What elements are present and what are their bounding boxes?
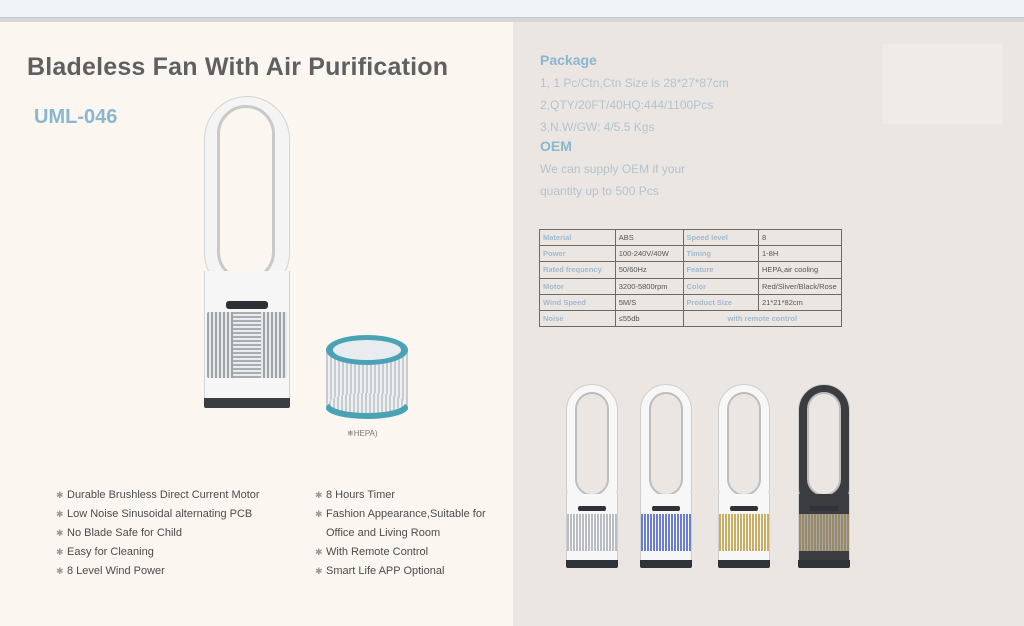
filter-top-opening — [333, 340, 401, 360]
feature-text: 8 Level Wind Power — [67, 565, 165, 577]
spec-value: 21*21*82cm — [759, 294, 842, 310]
spec-key: Power — [540, 246, 616, 262]
variant-base — [718, 560, 770, 568]
bullet-icon: ✱ — [315, 490, 323, 500]
feature-text: Easy for Cleaning — [67, 546, 154, 558]
feature-text: Smart Life APP Optional — [326, 565, 445, 577]
package-line: 3,N.W/GW: 4/5.5 Kgs — [540, 120, 655, 134]
spec-value: 50/60Hz — [615, 262, 683, 278]
variant-color-band — [799, 514, 849, 551]
spec-key: Color — [683, 278, 758, 294]
fan-display — [226, 301, 268, 309]
oem-line: We can supply OEM if your — [540, 162, 686, 176]
page-title: Bladeless Fan With Air Purification — [27, 53, 449, 81]
feature-list-right — [315, 486, 486, 581]
oem-heading: OEM — [540, 138, 572, 154]
feature-item — [56, 524, 260, 543]
bullet-icon: ✱ — [56, 547, 64, 557]
bullet-icon: ✱ — [315, 509, 323, 519]
bullet-icon: ✱ — [56, 566, 64, 576]
fan-ring-opening — [217, 105, 275, 281]
top-bar — [0, 0, 1024, 18]
package-heading: Package — [540, 52, 597, 68]
feature-item — [56, 505, 260, 524]
feature-text: 8 Hours Timer — [326, 489, 396, 501]
spec-remote-note: with remote control — [683, 310, 841, 326]
fan-grille-center — [233, 312, 261, 378]
variant-display — [578, 506, 606, 511]
fan-variant-blue — [640, 384, 692, 570]
variant-display — [810, 506, 838, 511]
variant-color-band — [719, 514, 769, 551]
feature-text: Office and Living Room — [326, 527, 441, 539]
spec-value: ≤55db — [615, 310, 683, 326]
spec-value: ABS — [615, 230, 683, 246]
bullet-icon: ✱ — [315, 566, 323, 576]
filter-bottom-mesh — [329, 393, 405, 413]
bullet-icon: ✱ — [56, 490, 64, 500]
feature-item — [315, 543, 486, 562]
spec-key: Noise — [540, 310, 616, 326]
variant-color-band — [641, 514, 691, 551]
feature-item — [315, 505, 486, 524]
bullet-icon: ✱ — [56, 528, 64, 538]
bullet-icon: ✱ — [56, 509, 64, 519]
package-line: 2,QTY/20FT/40HQ:444/1100Pcs — [540, 98, 714, 112]
spec-value: 3200-5800rpm — [615, 278, 683, 294]
bullet-icon: ✱ — [315, 547, 323, 557]
fan-base — [204, 398, 290, 408]
feature-list-left — [56, 486, 260, 581]
faint-watermark-block — [883, 44, 1003, 124]
feature-item — [315, 562, 486, 581]
filter-caption: ❄HEPA) — [347, 429, 378, 438]
spec-value: 8 — [759, 230, 842, 246]
model-number: UML-046 — [34, 106, 118, 128]
variant-color-band — [567, 514, 617, 551]
spec-value: 5M/S — [615, 294, 683, 310]
fan-variant-gold — [718, 384, 770, 570]
feature-text: No Blade Safe for Child — [67, 527, 182, 539]
spec-key: Product Size — [683, 294, 758, 310]
feature-item — [56, 486, 260, 505]
spec-value: HEPA,air cooling — [759, 262, 842, 278]
variant-base — [640, 560, 692, 568]
feature-text: Fashion Appearance,Suitable for — [326, 508, 486, 520]
variant-display — [730, 506, 758, 511]
feature-text: With Remote Control — [326, 546, 429, 558]
spec-table — [539, 229, 842, 327]
spec-key: Speed level — [683, 230, 758, 246]
feature-item — [315, 486, 486, 505]
package-line: 1, 1 Pc/Ctn,Ctn Size is 28*27*87cm — [540, 76, 729, 90]
feature-text: Low Noise Sinusoidal alternating PCB — [67, 508, 253, 520]
spec-key: Timing — [683, 246, 758, 262]
table-row — [540, 230, 842, 246]
spec-key: Material — [540, 230, 616, 246]
variant-base — [798, 560, 850, 568]
variant-display — [652, 506, 680, 511]
spec-key: Feature — [683, 262, 758, 278]
variant-ring-opening — [649, 392, 683, 496]
table-row — [540, 278, 842, 294]
variant-ring-opening — [807, 392, 841, 496]
snowflake-icon: ❄ — [347, 429, 354, 438]
spec-value: 1-8H — [759, 246, 842, 262]
feature-item — [56, 562, 260, 581]
table-row — [540, 294, 842, 310]
fan-variant-black — [798, 384, 850, 570]
feature-text: Durable Brushless Direct Current Motor — [67, 489, 260, 501]
spec-key: Wind Speed — [540, 294, 616, 310]
hepa-filter-image — [326, 335, 408, 421]
spec-key: Rated frequency — [540, 262, 616, 278]
bladeless-fan-image — [204, 96, 290, 408]
table-row — [540, 310, 842, 326]
variant-ring-opening — [575, 392, 609, 496]
feature-item — [56, 543, 260, 562]
fan-variant-silver — [566, 384, 618, 570]
table-row — [540, 262, 842, 278]
feature-item — [315, 524, 486, 543]
variant-base — [566, 560, 618, 568]
spec-key: Motor — [540, 278, 616, 294]
variant-ring-opening — [727, 392, 761, 496]
oem-line: quantity up to 500 Pcs — [540, 184, 659, 198]
spec-value: 100-240V/40W — [615, 246, 683, 262]
spec-value: Red/Sliver/Black/Rose — [759, 278, 842, 294]
table-row — [540, 246, 842, 262]
